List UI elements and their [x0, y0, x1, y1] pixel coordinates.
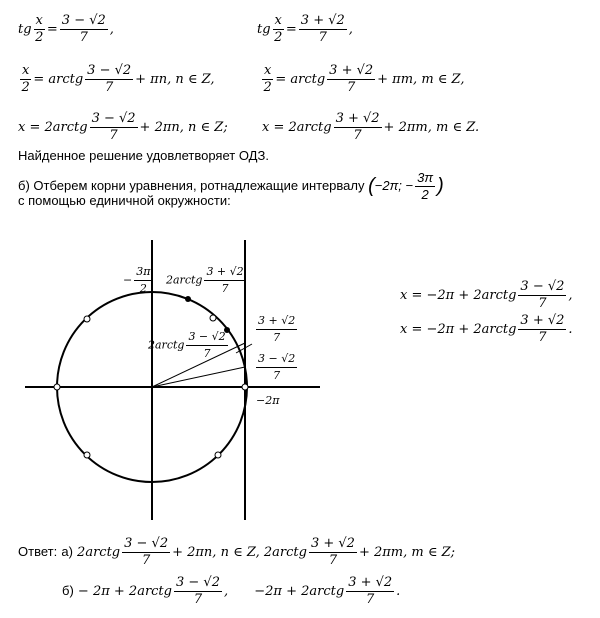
point-open-2: [84, 316, 90, 322]
frac-den: 7: [366, 592, 375, 607]
paren-open: (: [368, 175, 375, 197]
frac-den: 7: [328, 553, 338, 568]
frac-num: 3 + √2: [310, 536, 355, 551]
frac-num: 3 − √2: [124, 536, 169, 551]
frac-den: 7: [273, 369, 281, 382]
frac-num: 3 + √2: [335, 111, 380, 126]
tail: ,: [568, 288, 573, 303]
mid: ,: [223, 584, 229, 599]
frac-den: 7: [203, 347, 211, 360]
prefix: x = −2π + 2arctg: [400, 288, 517, 303]
tail: + 2πm, m ∈ Z.: [383, 120, 480, 135]
frac-num: 3 − √2: [87, 63, 132, 78]
frac-num: 3 + √2: [204, 265, 245, 281]
tail: .: [568, 322, 573, 337]
frac-den: 2: [35, 30, 44, 45]
tail: ,: [348, 22, 353, 37]
mid: = arctg: [275, 72, 326, 87]
prefix: 2arctg: [148, 338, 185, 352]
ray-minus: [152, 367, 245, 387]
frac-num: x: [22, 63, 30, 78]
frac-den: 7: [353, 128, 362, 143]
equation-tg-plus: tg $\frac{x}{2}$ = $\frac{3 + √2}{7}$ ,: [257, 13, 353, 45]
frac-den: 2: [421, 187, 429, 202]
circle-text: с помощью единичной окружности:: [18, 193, 231, 208]
interval-left: −2π; −: [374, 177, 414, 193]
part2: −2π + 2arctg: [254, 584, 345, 599]
frac-den: 2: [139, 282, 147, 295]
point-open-5: [215, 452, 221, 458]
frac-den: 7: [221, 282, 229, 295]
frac-num: 3π: [134, 265, 152, 281]
root-1: [400, 280, 573, 311]
frac-num: x: [264, 63, 272, 78]
part-b-label: б) Отберем корни уравнения, ротнадлежащие интервалу: [18, 177, 365, 193]
frac-den: 7: [318, 30, 327, 45]
equation-tg-minus: tg $\frac{x}{2}$ = $\frac{3 - √2}{7}$ ,: [18, 13, 114, 45]
tail: + πn, n ∈ Z,: [135, 72, 215, 87]
frac-den: 7: [193, 592, 203, 607]
lhs: x = 2arctg: [262, 120, 332, 135]
tail: ,: [109, 22, 114, 37]
frac-num: 3 − √2: [61, 13, 106, 28]
label-tan-minus: [254, 352, 299, 383]
frac-num: 3 − √2: [520, 279, 565, 294]
mid: + 2πn, n ∈ Z, 2arctg: [172, 545, 307, 560]
frac-den: 7: [538, 296, 547, 311]
tail: + 2πm, m ∈ Z;: [358, 545, 456, 560]
frac-den: 7: [273, 331, 281, 344]
frac-num: x: [35, 13, 43, 28]
frac-den: 7: [105, 80, 114, 95]
frac-den: 7: [79, 30, 88, 45]
answer-a: [18, 537, 455, 568]
point-open-1: [210, 315, 216, 321]
frac-num: 3 + √2: [329, 63, 374, 78]
mid: = arctg: [33, 72, 84, 87]
prefix: 2arctg: [166, 273, 203, 287]
frac-num: 3 + √2: [256, 314, 297, 330]
frac-den: 2: [263, 80, 272, 95]
frac-den: 7: [347, 80, 356, 95]
label-arc-plus: [166, 265, 248, 296]
answer-b-label: б): [62, 583, 74, 598]
tail: + πm, m ∈ Z,: [377, 72, 465, 87]
answer-a-label: а): [61, 544, 73, 559]
label-3pi-over-2: [123, 265, 154, 296]
frac-num: 3 − √2: [175, 575, 220, 590]
tail: .: [396, 584, 401, 599]
point-zero: [242, 384, 248, 390]
answer-b: [62, 576, 400, 607]
label-tan-plus: [254, 314, 299, 345]
frac-den: 2: [274, 30, 283, 45]
prefix: x = −2π + 2arctg: [400, 322, 517, 337]
point-arc: [185, 296, 191, 302]
frac-den: 7: [109, 128, 118, 143]
label-inner-minus: [148, 330, 230, 361]
label-minus-2pi: −2π: [256, 394, 280, 407]
frac-num: 3 + √2: [300, 13, 345, 28]
frac-den: 7: [141, 553, 151, 568]
odz-text: Найденное решение удовлетворяет ОДЗ.: [18, 148, 269, 163]
answer-label: Ответ:: [18, 544, 58, 559]
lhs: x = 2arctg: [18, 120, 88, 135]
tail: + 2πn, n ∈ Z;: [139, 120, 228, 135]
root-2: [400, 314, 573, 345]
frac-num: 3 + √2: [348, 575, 393, 590]
point-open-3: [54, 384, 60, 390]
part1: − 2π + 2arctg: [77, 584, 172, 599]
frac-den: 2: [21, 80, 30, 95]
frac-num: 3 − √2: [91, 111, 136, 126]
point-open-4: [84, 452, 90, 458]
frac-den: 7: [538, 330, 547, 345]
frac-num: 3 − √2: [256, 352, 297, 368]
part1: 2arctg: [77, 545, 121, 560]
paren-close: ): [437, 175, 444, 197]
frac-num: 3π: [417, 170, 434, 185]
frac-num: 3 − √2: [186, 330, 227, 346]
frac-num: 3 + √2: [520, 313, 565, 328]
tg-label: tg: [257, 22, 271, 37]
sign: −: [123, 273, 133, 287]
frac-num: x: [274, 13, 282, 28]
tg-label: tg: [18, 22, 32, 37]
